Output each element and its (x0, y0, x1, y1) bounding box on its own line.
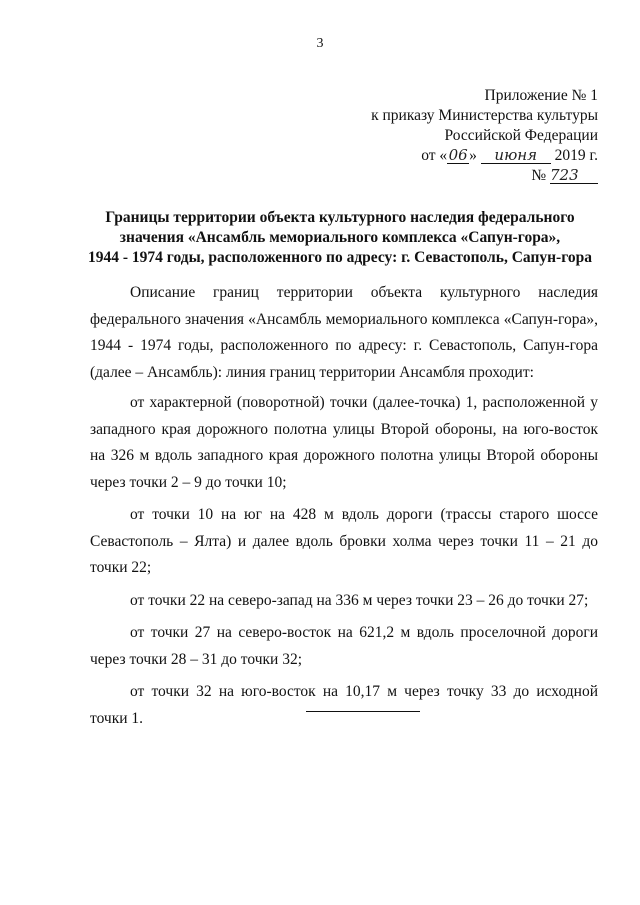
date-month: июня (481, 147, 551, 164)
page-number: 3 (316, 36, 324, 51)
appendix-order-ref: к приказу Министерства культуры (371, 107, 598, 124)
title-line-1: Границы территории объекта культурного наследия федерального (105, 209, 575, 226)
title-line-3: 1944 - 1974 годы, расположенного по адресу: г. Севастополь, Сапун-гора (88, 249, 592, 266)
paragraph-point-32: от точки 32 на юго-восток на 10,17 м через точку 33 до исходной точки 1. (90, 683, 598, 727)
paragraph-point-1: от характерной (поворотной) точки (далее-точка) 1, расположенной у западного края дорожного полотна улицы Второй обороны, на юго-восток на 326 м вдоль западного края дорожного полотна улицы Второй обороны через точки 2 – 9 до точки 10; (90, 394, 598, 491)
appendix-date (371, 146, 598, 166)
appendix-title: Приложение № 1 (484, 87, 598, 104)
date-prefix: от « (421, 147, 448, 164)
date-day: 06 (448, 146, 468, 164)
date-year: 2019 г. (554, 147, 598, 164)
document-title (70, 208, 610, 268)
paragraph-point-22: от точки 22 на северо-запад на 336 м через точки 23 – 26 до точки 27; (130, 591, 589, 609)
appendix-federation: Российской Федерации (444, 127, 598, 144)
date-mid: » (469, 147, 477, 164)
paragraph-point-10: от точки 10 на юг на 428 м вдоль дороги (трассы старого шоссе Севастополь – Ялта) и далее вдоль бровки холма через точки 11 – 21 до точки 22; (90, 506, 598, 576)
paragraph-point-27: от точки 27 на северо-восток на 621,2 м вдоль проселочной дороги через точки 28 – 31 до точки 32; (90, 624, 598, 668)
appendix-number (371, 166, 598, 186)
document-body (90, 280, 598, 738)
number-prefix: № (531, 167, 547, 184)
number-value: 723 (550, 167, 598, 184)
title-line-2: значения «Ансамбль мемориального комплекса «Сапун-гора», (119, 229, 561, 246)
appendix-header (371, 86, 598, 186)
paragraph-description: Описание границ территории объекта культурного наследия федерального значения «Ансамбль мемориального комплекса «Сапун-гора», 1944 - 1974 годы, расположенного по адресу: г. Севастополь, Сапун-гора (далее – Ансамбль): линия границ территории Ансамбля проходит: (90, 284, 598, 381)
end-divider (306, 711, 420, 712)
